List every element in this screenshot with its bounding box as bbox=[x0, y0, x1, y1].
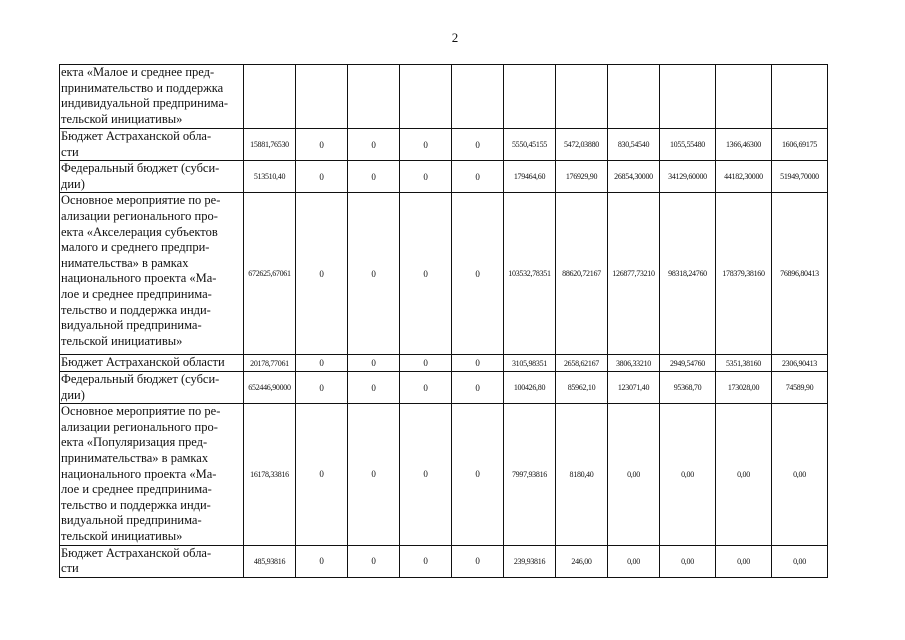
value-cell: 0 bbox=[296, 193, 348, 355]
row-description bbox=[60, 129, 244, 161]
value-cell: 0,00 bbox=[716, 545, 772, 577]
value-cell: 1606,69175 bbox=[772, 129, 828, 161]
value-cell: 103532,78351 bbox=[504, 193, 556, 355]
description-line: видуальной предпринима- bbox=[61, 318, 202, 333]
value-cell: 2949,54760 bbox=[660, 355, 716, 372]
value-cell bbox=[244, 65, 296, 129]
value-cell: 0 bbox=[348, 193, 400, 355]
value-cell: 123071,40 bbox=[608, 371, 660, 403]
value-cell: 20178,77061 bbox=[244, 355, 296, 372]
value-cell: 0 bbox=[452, 371, 504, 403]
description-line: Федеральный бюджет (субси- bbox=[61, 371, 220, 386]
value-cell: 7997,93816 bbox=[504, 404, 556, 545]
value-cell: 0 bbox=[296, 161, 348, 193]
value-cell: 0 bbox=[348, 355, 400, 372]
value-cell: 100426,80 bbox=[504, 371, 556, 403]
description-line: Бюджет Астраханской области bbox=[61, 355, 225, 370]
value-cell: 0 bbox=[348, 129, 400, 161]
value-cell: 0 bbox=[400, 129, 452, 161]
value-cell bbox=[556, 65, 608, 129]
description-line: малого и среднего предпри- bbox=[61, 240, 210, 255]
value-cell bbox=[772, 65, 828, 129]
value-cell: 0 bbox=[296, 545, 348, 577]
value-cell: 0 bbox=[452, 161, 504, 193]
value-cell: 178379,38160 bbox=[716, 193, 772, 355]
value-cell: 0 bbox=[348, 545, 400, 577]
table-row bbox=[60, 65, 828, 129]
value-cell bbox=[348, 65, 400, 129]
value-cell bbox=[608, 65, 660, 129]
value-cell: 0 bbox=[296, 355, 348, 372]
value-cell: 2306,90413 bbox=[772, 355, 828, 372]
row-description bbox=[60, 193, 244, 355]
value-cell: 0 bbox=[296, 404, 348, 545]
description-line: лое и среднее предпринима- bbox=[61, 482, 212, 497]
value-cell: 0 bbox=[296, 129, 348, 161]
description-line: дии) bbox=[61, 387, 85, 402]
description-line: индивидуальной предпринима- bbox=[61, 96, 229, 111]
description-line: видуальной предпринима- bbox=[61, 513, 202, 528]
table-row bbox=[60, 404, 828, 545]
value-cell: 652446,90000 bbox=[244, 371, 296, 403]
value-cell: 88620,72167 bbox=[556, 193, 608, 355]
value-cell: 0,00 bbox=[716, 404, 772, 545]
value-cell: 0,00 bbox=[772, 545, 828, 577]
value-cell: 34129,60000 bbox=[660, 161, 716, 193]
description-line: ализации регионального про- bbox=[61, 208, 218, 223]
value-cell: 1366,46300 bbox=[716, 129, 772, 161]
description-line: Основное мероприятие по ре- bbox=[61, 404, 221, 419]
value-cell: 830,54540 bbox=[608, 129, 660, 161]
description-line: екта «Акселерация субъектов bbox=[61, 224, 218, 239]
value-cell: 239,93816 bbox=[504, 545, 556, 577]
row-description bbox=[60, 355, 244, 372]
table-row bbox=[60, 193, 828, 355]
value-cell: 0 bbox=[400, 193, 452, 355]
value-cell: 0 bbox=[400, 161, 452, 193]
value-cell: 0 bbox=[452, 404, 504, 545]
table-row bbox=[60, 161, 828, 193]
description-line: нимательства» в рамках bbox=[61, 255, 189, 270]
value-cell bbox=[452, 65, 504, 129]
value-cell: 5351,38160 bbox=[716, 355, 772, 372]
description-line: Основное мероприятие по ре- bbox=[61, 193, 221, 208]
value-cell: 0 bbox=[400, 404, 452, 545]
value-cell: 76896,80413 bbox=[772, 193, 828, 355]
page-number: 2 bbox=[451, 30, 459, 45]
value-cell: 0 bbox=[452, 355, 504, 372]
value-cell: 0 bbox=[348, 161, 400, 193]
description-line: лое и среднее предпринима- bbox=[61, 286, 212, 301]
value-cell: 0 bbox=[452, 193, 504, 355]
value-cell: 26854,30000 bbox=[608, 161, 660, 193]
value-cell: 44182,30000 bbox=[716, 161, 772, 193]
row-description bbox=[60, 371, 244, 403]
value-cell: 179464,60 bbox=[504, 161, 556, 193]
value-cell: 74589,90 bbox=[772, 371, 828, 403]
description-line: дии) bbox=[61, 176, 85, 191]
value-cell: 0 bbox=[400, 355, 452, 372]
value-cell: 85962,10 bbox=[556, 371, 608, 403]
description-line: Бюджет Астраханской обла- bbox=[61, 129, 212, 143]
value-cell: 5472,03880 bbox=[556, 129, 608, 161]
table-row bbox=[60, 371, 828, 403]
value-cell: 98318,24760 bbox=[660, 193, 716, 355]
value-cell bbox=[400, 65, 452, 129]
value-cell: 0,00 bbox=[660, 545, 716, 577]
table-row bbox=[60, 545, 828, 577]
description-line: тельство и поддержка инди- bbox=[61, 497, 211, 512]
value-cell: 2658,62167 bbox=[556, 355, 608, 372]
value-cell: 246,00 bbox=[556, 545, 608, 577]
description-line: тельской инициативы» bbox=[61, 111, 183, 126]
table-row bbox=[60, 355, 828, 372]
value-cell: 176929,90 bbox=[556, 161, 608, 193]
value-cell: 3105,98351 bbox=[504, 355, 556, 372]
value-cell: 485,93816 bbox=[244, 545, 296, 577]
value-cell bbox=[296, 65, 348, 129]
row-description bbox=[60, 404, 244, 545]
description-line: тельство и поддержка инди- bbox=[61, 302, 211, 317]
description-line: сти bbox=[61, 561, 79, 576]
value-cell: 1055,55480 bbox=[660, 129, 716, 161]
value-cell: 513510,40 bbox=[244, 161, 296, 193]
row-description bbox=[60, 545, 244, 577]
value-cell: 0 bbox=[400, 545, 452, 577]
value-cell: 0 bbox=[452, 129, 504, 161]
value-cell bbox=[716, 65, 772, 129]
value-cell: 16178,33816 bbox=[244, 404, 296, 545]
value-cell bbox=[504, 65, 556, 129]
value-cell: 15881,76530 bbox=[244, 129, 296, 161]
row-description bbox=[60, 161, 244, 193]
table-row bbox=[60, 129, 828, 161]
value-cell: 0,00 bbox=[608, 545, 660, 577]
value-cell: 8180,40 bbox=[556, 404, 608, 545]
description-line: принимательства» в рамках bbox=[61, 450, 209, 465]
description-line: тельской инициативы» bbox=[61, 333, 183, 348]
row-description bbox=[60, 65, 244, 129]
description-line: национального проекта «Ма- bbox=[61, 466, 217, 481]
value-cell: 0 bbox=[296, 371, 348, 403]
value-cell: 0,00 bbox=[772, 404, 828, 545]
value-cell: 0,00 bbox=[608, 404, 660, 545]
description-line: екта «Малое и среднее пред- bbox=[61, 65, 215, 79]
value-cell: 173028,00 bbox=[716, 371, 772, 403]
description-line: Федеральный бюджет (субси- bbox=[61, 161, 220, 176]
budget-table bbox=[59, 64, 828, 578]
value-cell: 126877,73210 bbox=[608, 193, 660, 355]
value-cell: 5550,45155 bbox=[504, 129, 556, 161]
value-cell: 3806,33210 bbox=[608, 355, 660, 372]
description-line: национального проекта «Ма- bbox=[61, 271, 217, 286]
value-cell: 0 bbox=[348, 371, 400, 403]
description-line: ализации регионального про- bbox=[61, 419, 218, 434]
value-cell: 672625,67061 bbox=[244, 193, 296, 355]
description-line: принимательство и поддержка bbox=[61, 80, 224, 95]
description-line: Бюджет Астраханской обла- bbox=[61, 545, 212, 560]
description-line: тельской инициативы» bbox=[61, 528, 183, 543]
value-cell bbox=[660, 65, 716, 129]
value-cell: 0 bbox=[400, 371, 452, 403]
description-line: сти bbox=[61, 144, 79, 159]
value-cell: 51949,70000 bbox=[772, 161, 828, 193]
value-cell: 0,00 bbox=[660, 404, 716, 545]
value-cell: 0 bbox=[452, 545, 504, 577]
description-line: екта «Популяризация пред- bbox=[61, 435, 208, 450]
value-cell: 95368,70 bbox=[660, 371, 716, 403]
value-cell: 0 bbox=[348, 404, 400, 545]
